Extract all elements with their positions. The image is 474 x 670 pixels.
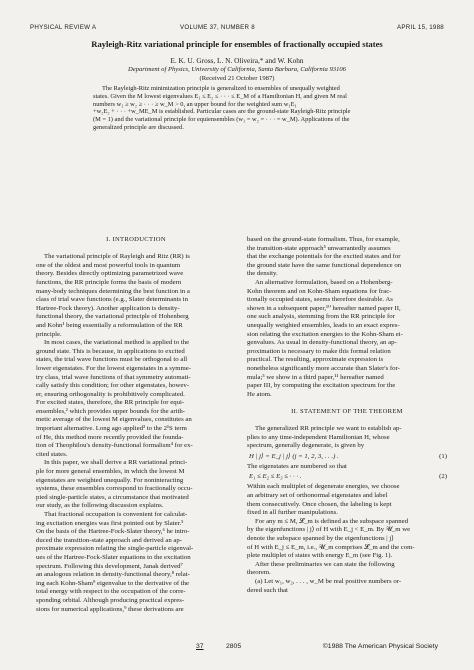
theorem-intro [247, 425, 447, 451]
text-line: try class, trial wave functions of that symmetry automati- [36, 373, 191, 381]
text-line: Hartree-Fock theory). Another application is density- [36, 304, 180, 312]
text-line: principle. [36, 330, 62, 338]
text-line: ues of the Hartree-Fock-Slater equations to the excitation [36, 553, 191, 561]
text-line: duced the transition-state approach and derived an ap- [36, 536, 183, 544]
equation-2-body: E₁ ≤ E₂ ≤ E₃ ≤ · · · . [249, 473, 302, 481]
text-line: denote the subspace spanned by the eigenfunctions | j⟩ [247, 535, 394, 542]
text-line: proximate expression relating the single-particle eigenval- [36, 545, 194, 553]
text-line: based on the ground-state formalism. Thus, for example, [247, 236, 400, 243]
left-column [36, 236, 236, 614]
text-line: He atom. [247, 390, 272, 398]
text-line: the ground state have the same functional dependence on [247, 261, 402, 269]
text-line: many-body techniques determining the best function in a [36, 287, 190, 295]
abstract-line: states. Given the M lowest eigenvalues E₁ ≤ E₂ ≤ · · · ≤ E_M of a Hamiltonian H, and given M real [93, 92, 347, 100]
text-line: The eigenstates are numbered so that [247, 462, 347, 470]
text-line: In most cases, the variational method is applied to the [44, 339, 190, 347]
preliminaries-paragraph [247, 561, 447, 578]
text-line: systems, these ensembles correspond to fractionally occu- [36, 485, 193, 493]
page-number: 2805 [226, 643, 242, 650]
text-line: Kohn theorem and on Kohn-Sham equations for frac- [247, 287, 392, 295]
paper-title: Rayleigh-Ritz variational principle for ensembles of fractionally occupied states [91, 39, 383, 49]
abstract-line: The Rayleigh-Ritz minimization principle is generalized to ensembles of unequally weighted [102, 85, 340, 92]
text-line: tion of Theophilou's density-functional formalism⁴ for ex- [36, 442, 193, 450]
text-line: one of the oldest and most powerful tools in quantum [36, 261, 181, 269]
condition-a-paragraph [247, 578, 447, 595]
text-line: That fractional occupation is convenient for calculat- [44, 511, 188, 518]
text-line: an arbitrary set of orthonormal eigenstates and label [247, 492, 388, 500]
text-line: In this paper, we shall derive a RR variational princi- [44, 459, 188, 467]
text-line: of H with E_j ≤ E_m, i.e., 𝒰_m comprises 𝓛_m and the com- [247, 543, 415, 551]
equation-2-number: (2) [439, 473, 447, 481]
text-line: ensembles,² which provides upper bounds for the arith- [36, 407, 185, 415]
text-line: pied single-particle states, a circumstance that motivated [36, 493, 189, 501]
abstract-line: (M = 1) and the variational principle for equiensembles (w₁ = w₂ = · · · = w_M). Applications of the [93, 116, 350, 124]
text-line: of He, this method more recently provided the founda- [36, 433, 184, 441]
text-line: lower eigenstates. For the lowest eigenstates in a symme- [36, 364, 192, 372]
alternative-formulation-paragraph [247, 279, 447, 399]
text-line: an analogous relation in density-functional theory,⁸ relat- [36, 571, 190, 579]
intro-paragraph-1 [36, 253, 236, 339]
text-line: cited states. [36, 450, 68, 458]
text-line: ground state. This is because, in applications to excited [36, 347, 185, 355]
text-line: paper III, by computing the excitation spectrum for the [247, 382, 396, 390]
intro-paragraph-3 [36, 459, 236, 511]
abstract-line: generalized principle are discussed. [93, 123, 184, 131]
text-line: genvalues. As usual in density-functional theory, an ap- [247, 339, 397, 347]
intro-paragraph-4 [36, 511, 236, 614]
text-line: that the exchange potentials for the excited states and for [247, 253, 401, 261]
text-line: plete multiplet of states with energy E_m (see Fig. 1). [247, 552, 393, 560]
text-line: functions, the RR principle forms the basis of modern [36, 278, 182, 286]
text-line: tionally occupied states, seems therefore desirable. As [247, 296, 393, 304]
section-heading-theorem: II. STATEMENT OF THE THEOREM [291, 407, 403, 415]
issue-date: APRIL 15, 1988 [397, 24, 444, 31]
text-line: and Kohn¹ being essentially a reformulation of the RR [36, 321, 183, 329]
text-line: one such analysis, stemming from the RR principle for [247, 313, 395, 321]
equation-2 [247, 471, 447, 483]
text-line: plies to any time-independent Hamiltonian H, whose [247, 433, 390, 441]
author-list: E. K. U. Gross, L. N. Oliveira,* and W. Kohn [170, 56, 304, 65]
volume-footer: 37 [196, 643, 204, 650]
text-line: (a) Let w₁, w₂, . . . , w_M be real positive numbers or- [255, 577, 402, 585]
equation-1-body: H | j⟩ = E_j | j⟩ (j = 1, 2, 3, . . .) . [249, 452, 339, 460]
multiplet-paragraph [247, 483, 447, 517]
text-line: total energy with respect to the occupation of the corre- [36, 588, 186, 596]
text-line: by the eigenfunctions | j⟩ of H with E_j < E_m. By 𝒰_m we [247, 526, 411, 534]
text-line: ing excitation energies was first pointed out by Slater.⁵ [36, 519, 184, 527]
text-line: Within each multiplet of degenerate energies, we choose [247, 483, 400, 491]
equation-1-number: (1) [439, 452, 447, 460]
text-line: dered such that [247, 586, 288, 594]
intro-paragraph-2 [36, 339, 236, 459]
text-line: important alternative. Long ago applied³ to the 2¹S term [36, 425, 187, 433]
equation-1 [247, 451, 447, 463]
text-line: proximation is necessary to make this formal relation [247, 347, 391, 355]
affiliation: Department of Physics, University of California, Santa Barbara, California 93106 [128, 66, 346, 73]
text-line: class of trial wave functions (e.g., Slater determinants in [36, 296, 189, 304]
text-line: the transition-state approach⁵ unwarrantedly assumes [247, 244, 391, 252]
text-line: spectrum. Following this development, Janak derived⁷ [36, 562, 183, 570]
text-line: metic average of the lowest M eigenvalues, constitutes an [36, 416, 192, 424]
abstract-line: +w₂E₂ + · · · +w_ME_M is established. Particular cases are the ground-state Rayleigh-Ritz principle [93, 108, 351, 116]
continued-paragraph [247, 236, 447, 279]
text-line: the density. [247, 270, 278, 278]
text-line: practical. The resulting, approximate expression is [247, 356, 384, 364]
section-heading-introduction: I. INTRODUCTION [106, 236, 166, 243]
text-line: For excited states, therefore, the RR principle for equi- [36, 399, 185, 407]
text-line: For any m ≤ M, 𝓛_m is defined as the subspace spanned [255, 517, 408, 525]
text-line: fixed in all further manipulations. [247, 509, 338, 517]
text-line: spectrum, generally degenerate, is given by [247, 442, 365, 450]
copyright: ©1988 The American Physical Society [322, 643, 438, 650]
text-line: sions for numerical applications,⁹ these derivations are [36, 605, 184, 613]
text-line: cally satisfy this condition; for other eigenstates, howev- [36, 382, 189, 390]
text-line: sponding orbital. Although producing practical expres- [36, 596, 185, 604]
journal-name: PHYSICAL REVIEW A [30, 24, 97, 31]
volume-number: VOLUME 37, NUMBER 8 [180, 24, 255, 31]
text-line: On the basis of the Hartree-Fock-Slater theory,⁶ he intro- [36, 528, 190, 536]
text-line: ing each Kohn-Sham⁹ eigenvalue to the derivative of the [36, 579, 190, 587]
text-line: eigenstates are weighted unequally. For noninteracting [36, 476, 184, 484]
text-line: mula;⁵ we show in a third paper,¹¹ hereafter named [247, 373, 384, 381]
text-line: The generalized RR principle we want to establish ap- [255, 425, 402, 433]
text-line: them consecutively. Once chosen, the labeling is kept [247, 500, 392, 508]
text-line: functional theory, the variational principle of Hohenberg [36, 313, 189, 321]
text-line: After these preliminaries we can state the following [255, 560, 395, 568]
text-line: er, ensuring orthogonality is prohibitively complicated. [36, 390, 185, 398]
text-line: theorem. [247, 569, 271, 577]
text-line: ple for more general ensembles, in which the lowest M [36, 468, 185, 476]
text-line: The variational principle of Rayleigh and Ritz (RR) is [44, 253, 190, 261]
text-line: sion relating the excitation energies to the Kohn-Sham ei- [247, 330, 403, 338]
text-line: unequally weighted ensembles, leads to an exact expres- [247, 321, 400, 329]
right-column [247, 236, 447, 595]
text-line: An alternative formulation, based on a Hohenberg- [255, 278, 393, 286]
text-line: nonetheless significantly more accurate than Slater's for- [247, 364, 400, 372]
text-line: theory. Besides directly optimizing parametrized wave [36, 270, 184, 278]
text-line: states, the trial wave functions must be orthogonal to all [36, 356, 188, 364]
abstract-line: numbers w₁ ≥ w₂ ≥ · · · ≥ w_M > 0, an upper bound for the weighted sum w₁E₁ [93, 100, 297, 108]
text-line: shown in a subsequent paper,¹⁰ hereafter named paper II, [247, 304, 401, 312]
received-date: (Received 21 October 1987) [199, 75, 275, 82]
text-line: our study, as the following discussion explains. [36, 502, 164, 510]
abstract [93, 85, 385, 132]
subspace-paragraph [247, 518, 447, 561]
